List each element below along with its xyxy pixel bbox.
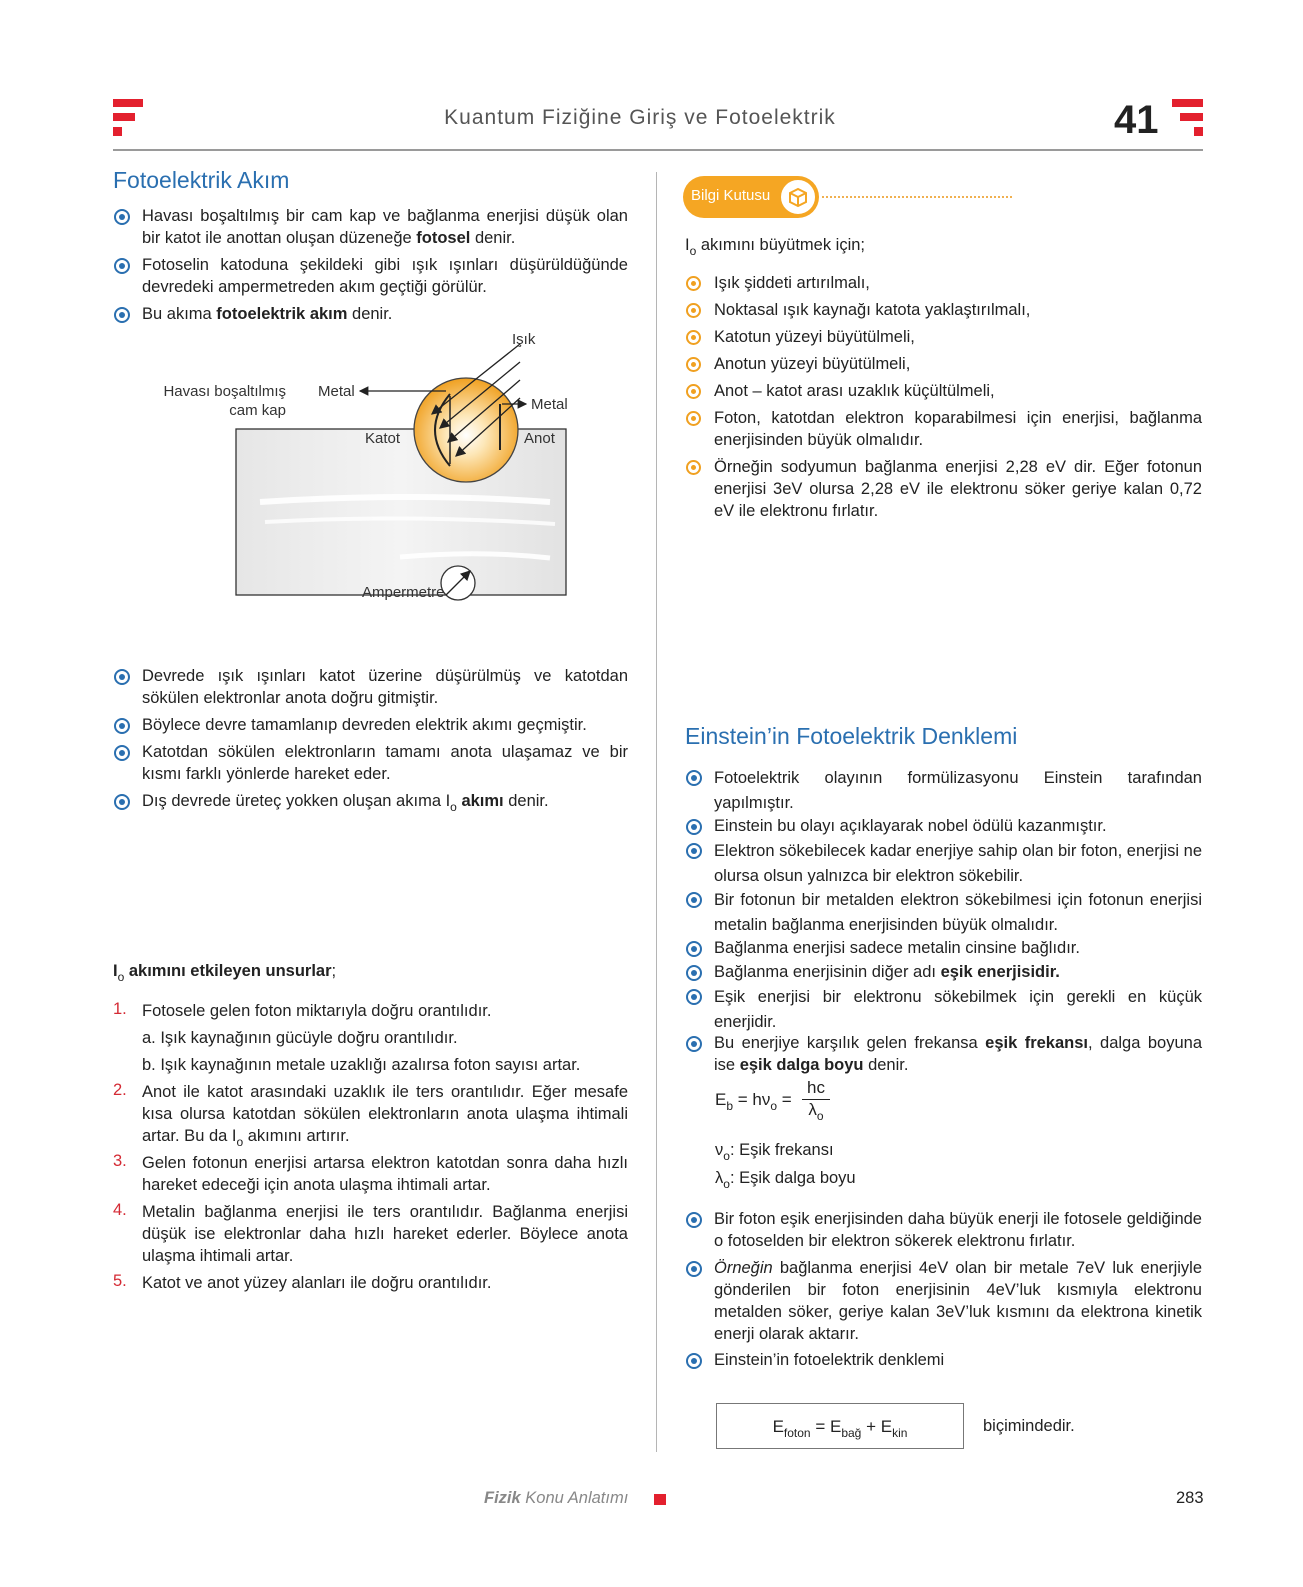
label-metal-right: Metal <box>531 396 568 413</box>
footer-book-title: Fizik Konu Anlatımı <box>484 1489 629 1507</box>
label-katot: Katot <box>365 430 401 447</box>
equation-suffix: biçimindedir. <box>983 1417 1075 1435</box>
label-cam-kap-1: Havası boşaltılmış <box>163 383 286 400</box>
label-isik: Işık <box>512 332 536 348</box>
fraction-numerator: hc <box>802 1078 830 1100</box>
column-divider <box>656 172 657 1452</box>
fraction-denominator: $\lambda_o$ <box>808 1100 824 1123</box>
section-title-einstein: Einstein’in Fotoelektrik Denklemi <box>685 723 1018 749</box>
chapter-number: 41 <box>1114 98 1159 142</box>
bilgi-dots <box>822 196 1012 198</box>
box-title: $I_o$ akımını büyütmek için; <box>685 236 866 258</box>
footer-square <box>654 1494 666 1505</box>
formula-fraction <box>802 1078 830 1123</box>
header-divider <box>113 149 1203 151</box>
einstein-equation-box: $E_{foton} = E_{bağ} + E_{kin}$ <box>716 1403 964 1449</box>
def-lambda: $\lambda_o$: Eşik dalga boyu <box>715 1169 856 1191</box>
header-title: Kuantum Fiziğine Giriş ve Fotoelektrik <box>444 106 836 129</box>
bilgi-kutusu-badge: Bilgi Kutusu <box>683 176 819 218</box>
label-cam-kap-2: cam kap <box>229 402 286 419</box>
threshold-formula: $E_b = h\nu_o$ = <box>715 1090 792 1113</box>
cam-kap-box <box>236 429 566 595</box>
label-ampermetre: Ampermetre <box>362 584 445 601</box>
label-anot: Anot <box>524 430 555 447</box>
fotosel-diagram <box>150 332 620 622</box>
label-metal-left: Metal <box>318 383 355 400</box>
fotosel-bulb <box>414 378 518 482</box>
box-icon <box>779 178 817 216</box>
page-number: 283 <box>1176 1489 1204 1507</box>
def-nu: $\nu_o$: Eşik frekansı <box>715 1141 834 1163</box>
factors-title: $I_o$ akımını etkileyen unsurlar; <box>113 962 337 984</box>
section-title-fotoelektrik-akim: Fotoelektrik Akım <box>113 167 290 193</box>
